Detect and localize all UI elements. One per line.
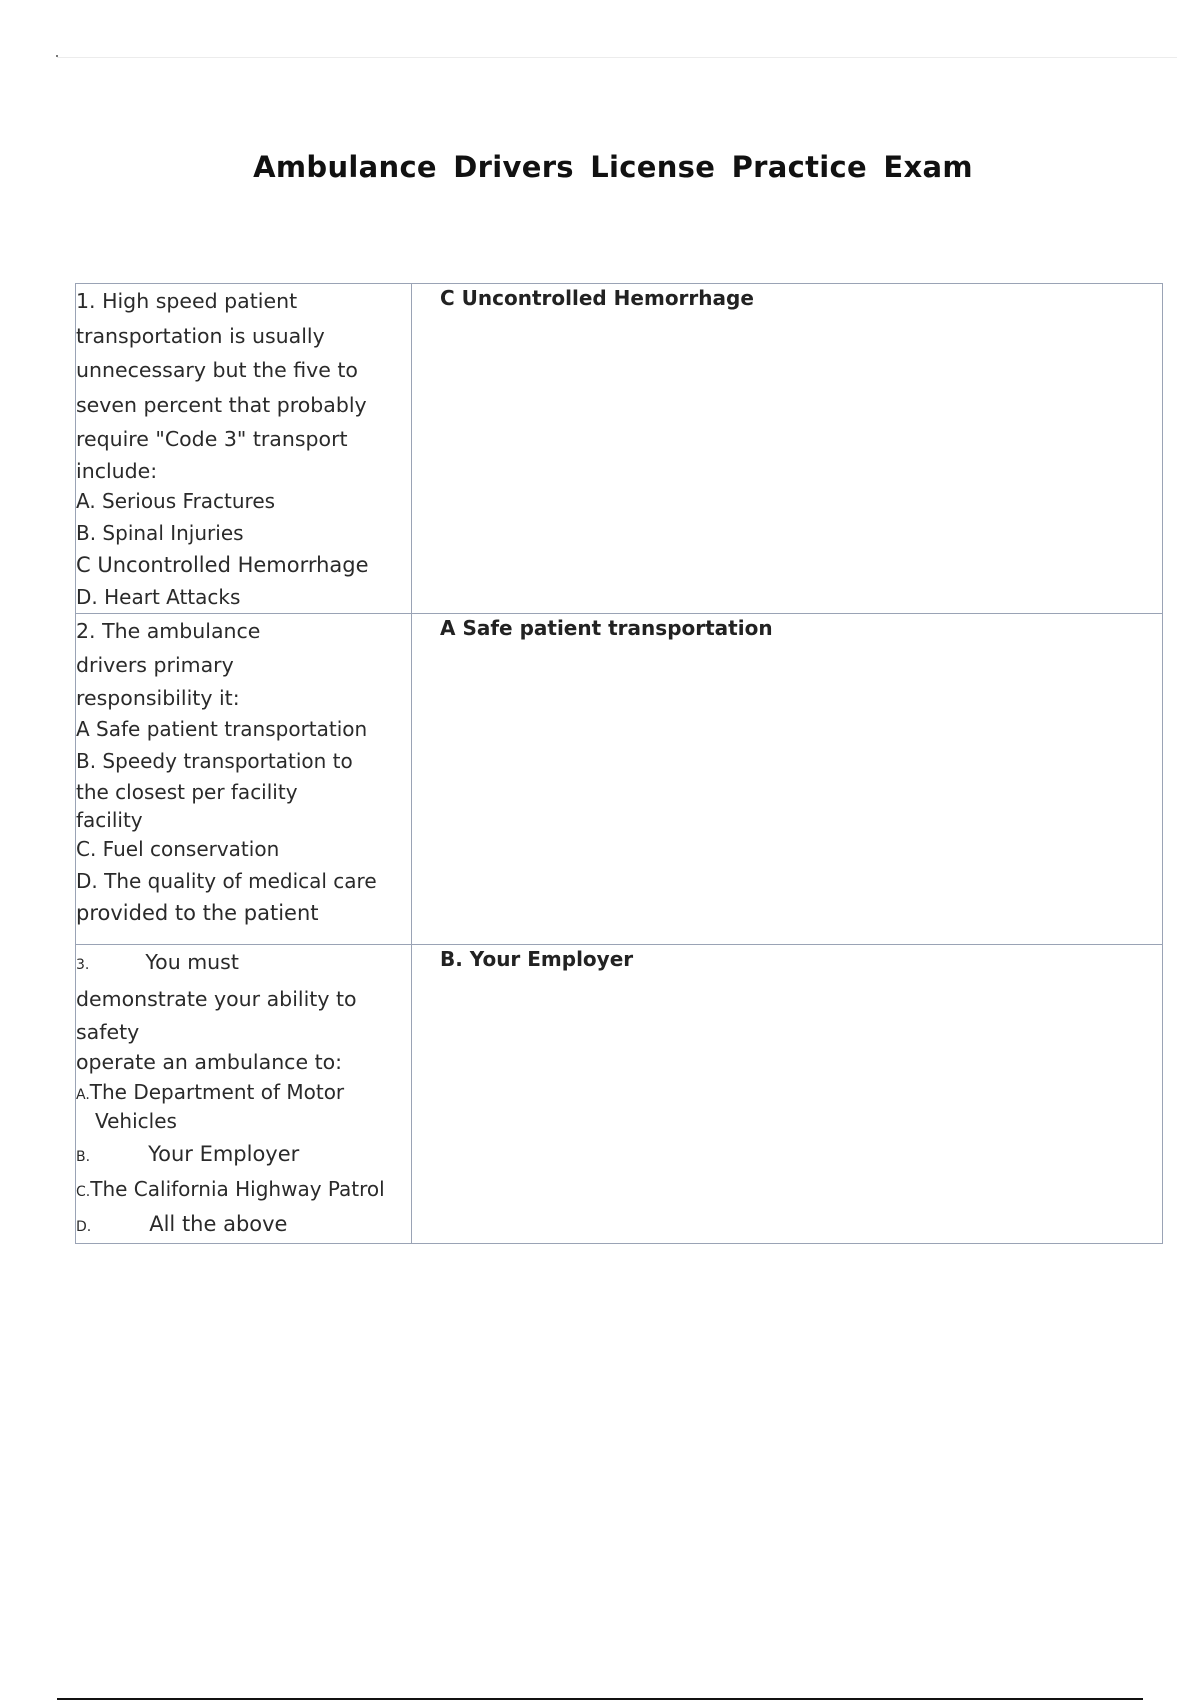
page-title: Ambulance Drivers License Practice Exam [253,150,973,184]
table-row [76,944,1163,1243]
option-letter: C. [76,1183,91,1200]
question-text: 1. High speed patient [76,289,298,313]
question-text: You must [145,949,239,974]
answer-option: the closest per facility [76,779,298,804]
question-cell [76,944,412,1243]
option-letter: B. [76,1148,91,1165]
question-number: 3. [76,956,90,973]
answer-option [76,1138,411,1173]
answer-option: A Safe patient transportation [76,716,368,741]
answer-option: C. Fuel conservation [76,836,280,861]
correct-answer: C Uncontrolled Hemorrhage [440,286,754,310]
question-first-line [76,945,411,983]
question-text: operate an ambulance to: [76,1049,343,1074]
table-row [76,613,1163,944]
answer-option: D. Heart Attacks [76,584,241,609]
answer-option: C Uncontrolled Hemorrhage [76,552,369,577]
question-text: require "Code 3" transport [76,427,348,451]
option-letter: D. [76,1218,92,1235]
question-text: unnecessary but the five to [76,358,358,382]
answer-option: A. Serious Fractures [76,488,276,513]
answer-option: D. The quality of medical care [76,868,377,893]
answer-option [76,1208,411,1243]
correct-answer: A Safe patient transportation [440,615,773,640]
answer-option [76,1173,411,1208]
qa-table [75,283,1163,1244]
question-text: safety [76,1019,140,1044]
question-cell [76,284,412,614]
option-text: All the above [149,1211,288,1236]
answer-option: provided to the patient [76,900,319,925]
option-letter: A. [76,1086,90,1103]
answer-cell [412,944,1163,1243]
correct-answer: B. Your Employer [440,946,634,971]
option-text: The Department of Motor [89,1079,345,1104]
option-text: Your Employer [148,1141,300,1166]
question-text: transportation is usually [76,323,325,348]
answer-option: B. Speedy transportation to [76,748,353,773]
question-text: responsibility it: [76,685,240,710]
answer-option: facility [76,807,143,832]
answer-option [76,1079,411,1108]
option-text-continued: Vehicles [95,1108,177,1133]
answer-cell [412,284,1163,614]
question-text: include: [76,458,158,483]
question-text: demonstrate your ability to [76,987,357,1011]
question-cell [76,613,412,944]
table-row [76,284,1163,614]
question-text: seven percent that probably [76,392,367,417]
answer-option: B. Spinal Injuries [76,520,244,545]
option-text: The California Highway Patrol [90,1176,385,1201]
top-divider [57,57,1177,58]
question-text: 2. The ambulance [76,618,261,643]
question-text: drivers primary [76,653,234,677]
answer-cell [412,613,1163,944]
